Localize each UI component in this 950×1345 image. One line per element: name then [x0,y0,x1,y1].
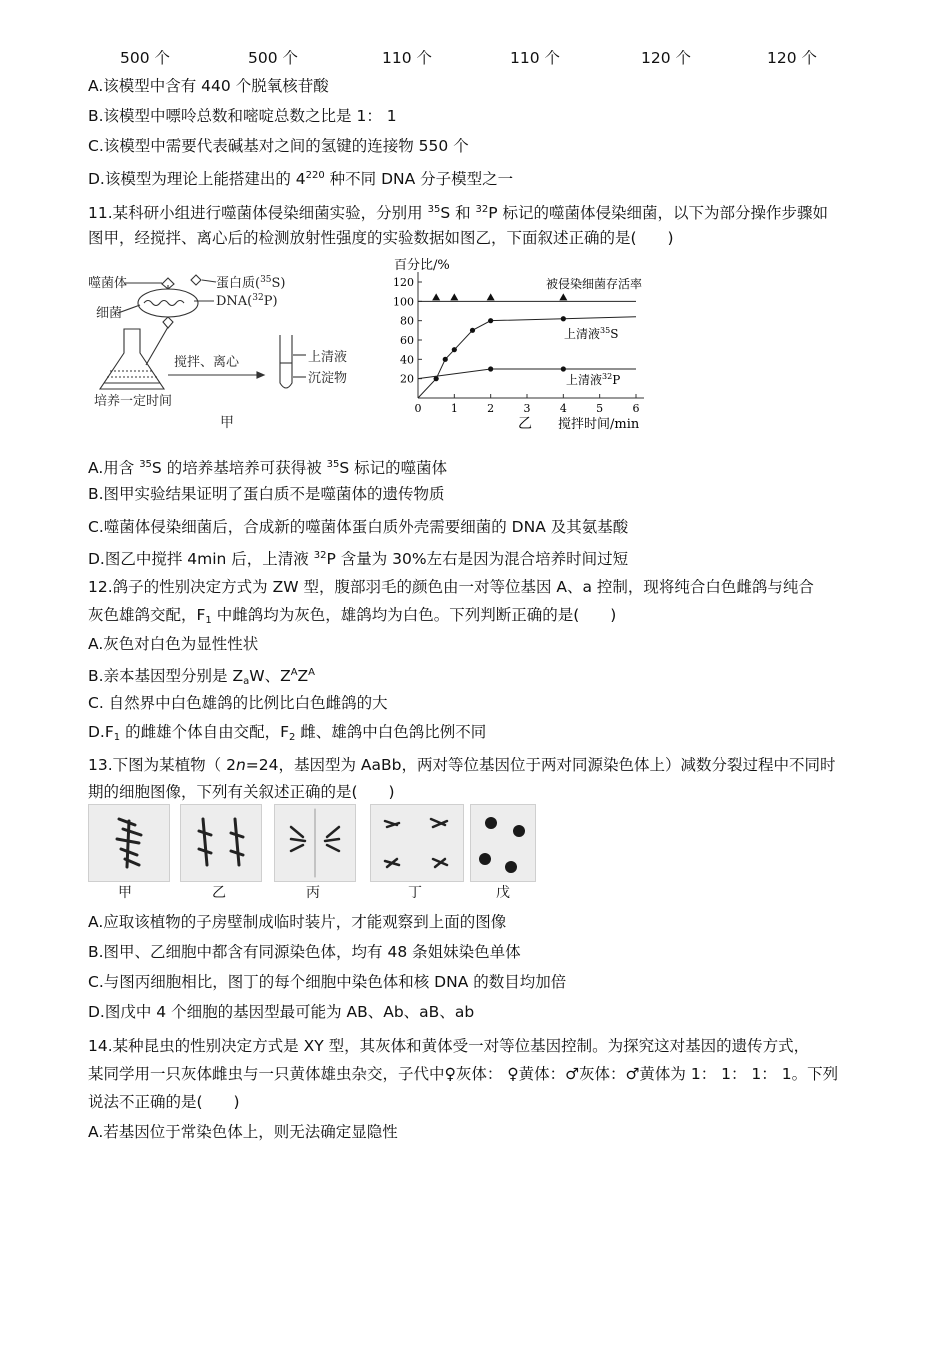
micrograph-label-jia: 甲 [118,885,132,901]
series-32p-point [488,366,493,371]
series-35s-point [470,328,475,333]
label-culture: 培养一定时间 [94,394,173,409]
series-32p-label: 上清液$^{32}$P [566,372,621,387]
y-tick-label: 40 [400,353,414,367]
q10-option-d: D.该模型为理论上能搭建出的 $4^{220}$ 种不同 DNA 分子模型之一 [88,170,514,188]
series-survival-point [450,293,458,300]
count-3: 110 个 [382,49,433,67]
q10-option-b: B.该模型中嘌呤总数和嘧啶总数之比是 1： 1 [88,107,397,125]
y-tick-label: 80 [400,314,414,328]
micrograph-bing [274,804,356,882]
label-dna: DNA($^{32}$P) [216,293,278,309]
q11-option-d: D.图乙中搅拌 4min 后，上清液 $^{32}$P 含量为 30%左右是因为混合培养时间过短 [88,550,629,568]
y-tick-label: 60 [400,334,414,347]
q14-stem-line1: 14.某种昆虫的性别决定方式是 XY 型，其灰体和黄体受一对等位基因控制。为探究这对基因的遗传方式， [88,1037,810,1055]
q13-stem-line1: 13.下图为某植物（ 2n=24，基因型为 AaBb，两对等位基因位于两对同源染色体上）减数分裂过程中不同时 [88,756,836,774]
q13-option-c: C.与图丙细胞相比，图丁的每个细胞中染色体和核 DNA 的数目均加倍 [88,973,567,991]
q12-stem-line1: 12.鸽子的性别决定方式为 ZW 型，腹部羽毛的颜色由一对等位基因 A、a 控制，现将纯合白色雌鸽与纯合 [88,578,814,596]
x-tick-label: 6 [632,402,640,415]
phage-right-icon [191,275,201,285]
chart-xlabel: 搅拌时间/min [558,417,640,432]
q12-stem-line2: 灰色雄鸽交配，$F_1$ 中雌鸽均为灰色，雄鸽均为白色。下列判断正确的是( ) [88,606,617,626]
y-tick-label: 20 [400,372,414,386]
q11-option-a: A.用含 $^{35}$S 的培养基培养可获得被 $^{35}$S 标记的噬菌体 [88,459,448,477]
process-arrow-icon [168,372,264,378]
micrograph-ding [370,804,464,882]
label-sediment: 沉淀物 [308,371,348,386]
phage-left-icon [162,278,174,289]
series-35s-point [488,318,493,323]
count-5: 120 个 [641,49,692,67]
series-survival-point [487,293,495,300]
q11-option-c: C.噬菌体侵染细菌后，合成新的噬菌体蛋白质外壳需要细菌的 DNA 及其氨基酸 [88,518,629,536]
q12-option-a: A.灰色对白色为显性性状 [88,635,259,653]
q12-option-b: B.亲本基因型分别是 $Z_aW$、$Z^AZ^A$ [88,667,316,687]
count-2: 500 个 [248,49,299,67]
chart-yi [388,252,688,438]
count-4: 110 个 [510,49,561,67]
label-protein: 蛋白质($^{35}$S) [216,275,286,291]
test-tube-icon [280,335,306,388]
q13-option-d: D.图戊中 4 个细胞的基因型最可能为 AB、Ab、aB、ab [88,1003,475,1021]
chart-ylabel: 百分比/% [394,258,450,273]
q12-option-d: $D.F_1$ 的雌雄个体自由交配，$F_2$ 雌、雄鸽中白色鸽比例不同 [88,723,487,743]
count-6: 120 个 [767,49,818,67]
caption-jia: 甲 [220,415,234,431]
label-bacteria: 细菌 [96,306,123,321]
series-survival-label: 被侵染细菌存活率 [546,277,643,291]
series-35s-point [443,357,448,362]
q13-option-a: A.应取该植物的子房壁制成临时装片，才能观察到上面的图像 [88,913,507,931]
phage-bottom-icon [163,317,173,328]
q11-stem-line2: 图甲，经搅拌、离心后的检测放射性强度的实验数据如图乙，下面叙述正确的是( ) [88,229,674,247]
q11-stem-line1: 11.某科研小组进行噬菌体侵染细菌实验，分别用 $^{35}$S 和 $^{32}$P 标记的噬菌体侵染细菌，以下为部分操作步骤如 [88,204,829,222]
y-tick-label: 120 [393,276,414,289]
label-supernatant: 上清液 [308,350,348,365]
q12-option-c: C. 自然界中白色雄鸽的比例比白色雌鸽的大 [88,694,388,712]
series-35s-label: 上清液$^{35}$S [564,326,619,341]
q11-option-b: B.图甲实验结果证明了蛋白质不是噬菌体的遗传物质 [88,485,445,503]
series-35s-point [561,316,566,321]
x-tick-label: 3 [523,402,531,415]
x-tick-label: 2 [487,402,495,415]
series-survival-point [559,293,567,300]
y-tick-label: 100 [393,295,414,309]
q14-stem-line3: 说法不正确的是( ) [88,1093,240,1111]
q10-option-c: C.该模型中需要代表碱基对之间的氢键的连接物 550 个 [88,137,469,155]
x-tick-label: 1 [450,402,458,415]
x-tick-label: 0 [414,402,422,415]
micrograph-label-wu: 戊 [496,885,510,901]
q13-option-b: B.图甲、乙细胞中都含有同源染色体，均有 48 条姐妹染色单体 [88,943,521,961]
micrograph-yi [180,804,262,882]
q14-stem-line2: 某同学用一只灰体雌虫与一只黄体雄虫杂交，子代中♀灰体： ♀黄体：♂灰体：♂黄体为 1： 1： 1： 1。下列 [88,1065,839,1083]
micrograph-wu [470,804,536,882]
series-32p-point [561,366,566,371]
micrograph-label-ding: 丁 [408,885,422,901]
chart-caption: 乙 [518,416,532,432]
count-1: 500 个 [120,49,171,67]
label-phage: 噬菌体 [88,276,128,291]
series-35s-point [452,347,457,352]
q10-option-a: A.该模型中含有 440 个脱氧核苷酸 [88,77,329,95]
q13-stem-line2: 期的细胞图像，下列有关叙述正确的是( ) [88,783,395,801]
label-process: 搅拌、离心 [174,355,240,370]
q14-option-a: A.若基因位于常染色体上，则无法确定显隐性 [88,1123,398,1141]
x-tick-label: 4 [559,402,567,415]
flask-icon [100,329,164,389]
figure-jia [84,265,374,437]
micrograph-label-bing: 丙 [306,885,320,901]
x-tick-label: 5 [596,402,604,415]
micrograph-jia [88,804,170,882]
series-survival-point [432,293,440,300]
micrograph-label-yi: 乙 [212,885,226,901]
